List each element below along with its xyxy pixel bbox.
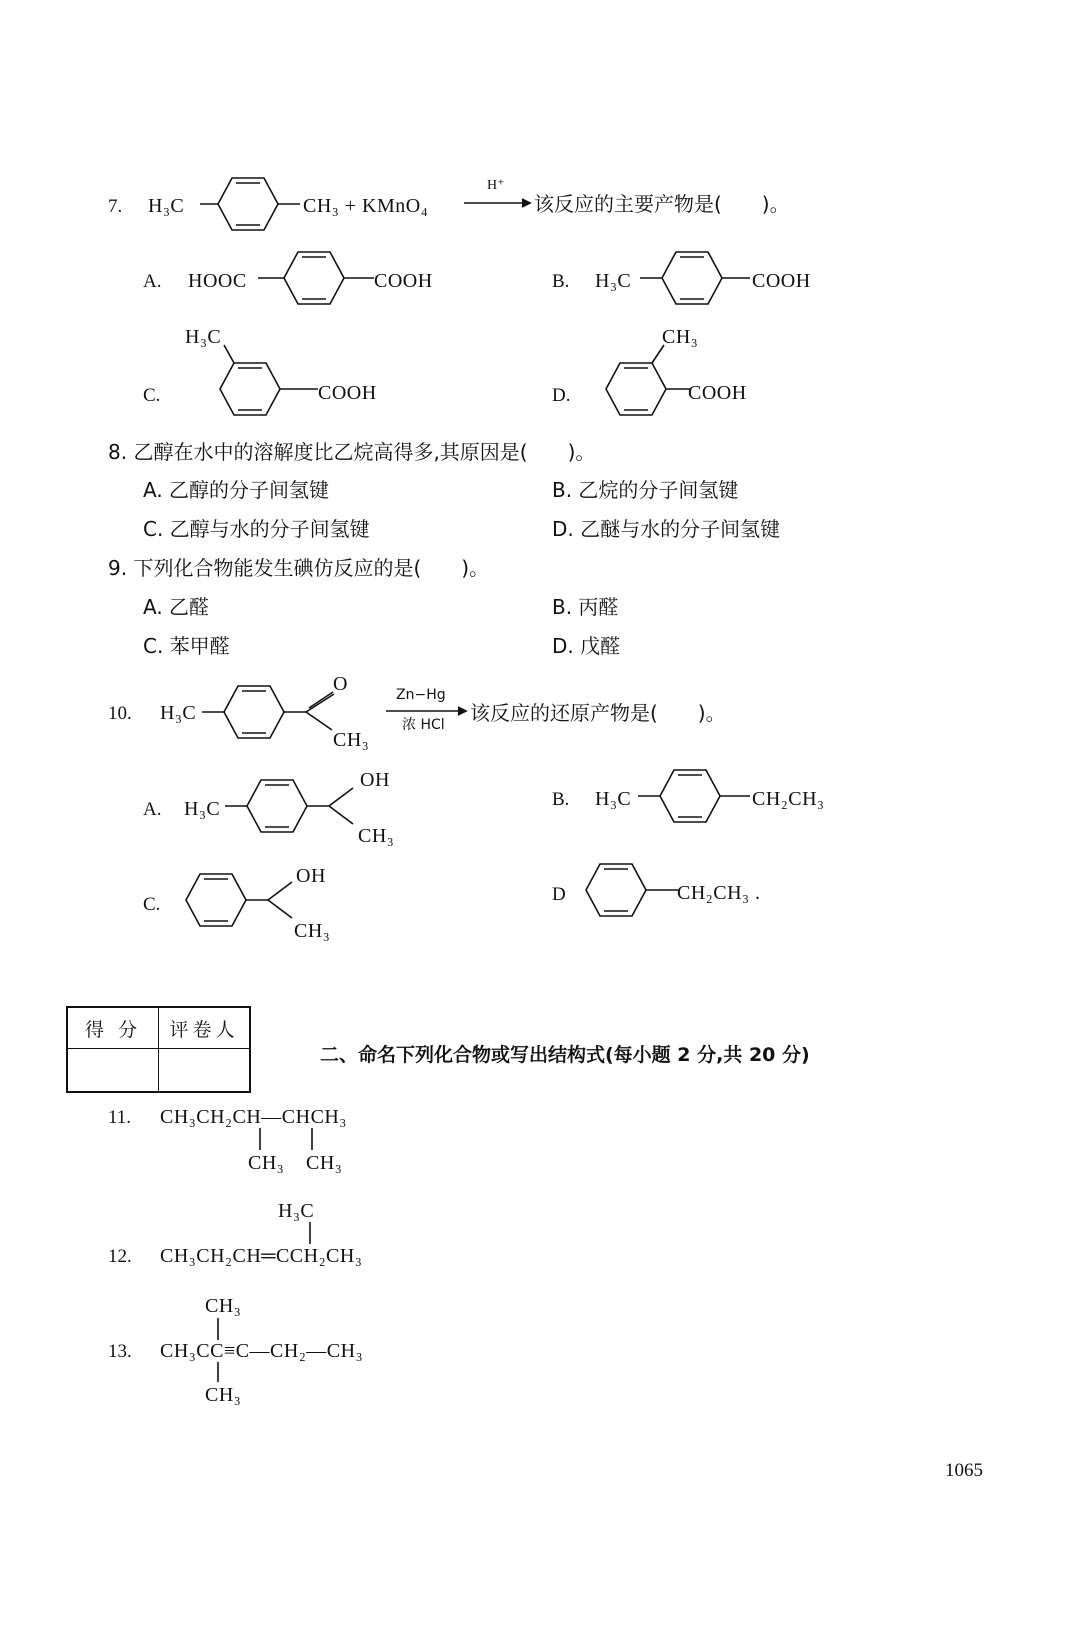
q10-question-text: 该反应的还原产物是( )。 [470, 701, 726, 725]
q7-reactant-left-group: H₃C [148, 195, 185, 217]
q7-question-text: 该反应的主要产物是( )。 [534, 192, 790, 216]
q11-branch-1: CH₃ [248, 1152, 285, 1174]
q7-option-b-left: H₃C [595, 270, 632, 292]
q13-bottom-group: CH₃ [205, 1384, 242, 1406]
q9-question-text: 9. 下列化合物能发生碘仿反应的是( )。 [108, 556, 490, 580]
q9-option-a: A. 乙醛 [143, 595, 210, 619]
q9-option-c: C. 苯甲醛 [143, 634, 230, 658]
q10-option-c-oh: OH [296, 865, 326, 887]
q8-option-c: C. 乙醇与水的分子间氢键 [143, 517, 370, 541]
q13-main-chain: CH₃CC≡C—CH₂—CH₃ [160, 1340, 364, 1362]
q9-option-b: B. 丙醛 [552, 595, 619, 619]
score-header: 得 分 [67, 1007, 159, 1049]
q10-option-a-left: H₃C [184, 798, 221, 820]
q13-number: 13. [108, 1341, 132, 1362]
q11-branch-2: CH₃ [306, 1152, 343, 1174]
q7-reactant-right: CH₃ + KMnO₄ [303, 195, 429, 217]
q13-top-group: CH₃ [205, 1295, 242, 1317]
q10-option-c-label: C. [143, 894, 161, 915]
q9-option-d: D. 戊醛 [552, 634, 621, 658]
q10-option-b-right: CH₂CH₃ [752, 788, 825, 810]
q7-option-a-right: COOH [374, 270, 433, 292]
q10-methyl: CH₃ [333, 729, 370, 751]
q10-option-b-label: B. [552, 789, 570, 810]
q7-option-a-label: A. [143, 271, 162, 292]
q10-reactant-left: H₃C [160, 702, 197, 724]
q10-option-a-ring [225, 774, 365, 838]
q12-main-chain: CH₃CH₂CH═CCH₂CH₃ [160, 1245, 363, 1267]
q10-option-a-ch3: CH₃ [358, 825, 395, 847]
q7-option-a-left: HOOC [188, 270, 247, 292]
q10-option-d-right: CH₂CH₃ . [677, 882, 761, 904]
q12-top-group: H₃C [278, 1200, 315, 1222]
q10-arrow [386, 705, 470, 717]
score-cell[interactable] [67, 1049, 159, 1093]
q10-number: 10. [108, 703, 132, 724]
q7-option-c-top: H₃C [185, 326, 222, 348]
q7-option-d-label: D. [552, 385, 571, 406]
page-number: 1065 [945, 1460, 983, 1481]
q10-option-d-ring [580, 858, 682, 922]
q7-benzene-ring [200, 170, 310, 232]
q10-condition-bottom: 浓 HCl [402, 717, 445, 733]
q12-branch-bond [300, 1220, 320, 1246]
q10-reactant-ring [202, 682, 342, 746]
q13-bottom-bond [208, 1360, 228, 1386]
q10-option-c-ch3: CH₃ [294, 920, 331, 942]
q10-option-d-label: D [552, 884, 566, 905]
q11-branch-bonds [250, 1126, 330, 1154]
q10-option-b-ring [638, 764, 756, 828]
q11-main-chain: CH₃CH₂CH—CHCH₃ [160, 1106, 347, 1128]
q7-option-a-ring [258, 246, 378, 308]
q12-number: 12. [108, 1246, 132, 1267]
q8-option-b: B. 乙烷的分子间氢键 [552, 478, 739, 502]
q8-option-d: D. 乙醚与水的分子间氢键 [552, 517, 781, 541]
section-2-heading: 二、命名下列化合物或写出结构式(每小题 2 分,共 20 分) [320, 1044, 810, 1066]
score-table [66, 1006, 251, 1093]
q7-option-c-ring [212, 345, 324, 427]
q8-option-a: A. 乙醇的分子间氢键 [143, 478, 330, 502]
grader-cell[interactable] [159, 1049, 251, 1093]
q10-carbonyl-o: O [333, 673, 348, 695]
q10-option-a-oh: OH [360, 769, 390, 791]
q7-number: 7. [108, 196, 123, 217]
q7-arrow [464, 197, 534, 209]
q7-option-d-ring [590, 345, 702, 427]
q10-option-b-left: H₃C [595, 788, 632, 810]
q10-option-c-ring [180, 868, 302, 932]
grader-header: 评卷人 [159, 1007, 251, 1049]
q13-top-bond [208, 1316, 228, 1342]
q10-option-a-label: A. [143, 799, 162, 820]
q7-option-d-right: COOH [688, 382, 747, 404]
q11-number: 11. [108, 1107, 132, 1128]
q7-option-b-right: COOH [752, 270, 811, 292]
q7-option-c-label: C. [143, 385, 161, 406]
q7-option-b-label: B. [552, 271, 570, 292]
q10-condition-top: Zn−Hg [396, 687, 446, 703]
q7-condition: H⁺ [487, 178, 505, 193]
q7-option-d-top: CH₃ [662, 326, 699, 348]
q8-question-text: 8. 乙醇在水中的溶解度比乙烷高得多,其原因是( )。 [108, 440, 596, 464]
q7-option-b-ring [640, 246, 755, 308]
q7-option-c-right: COOH [318, 382, 377, 404]
